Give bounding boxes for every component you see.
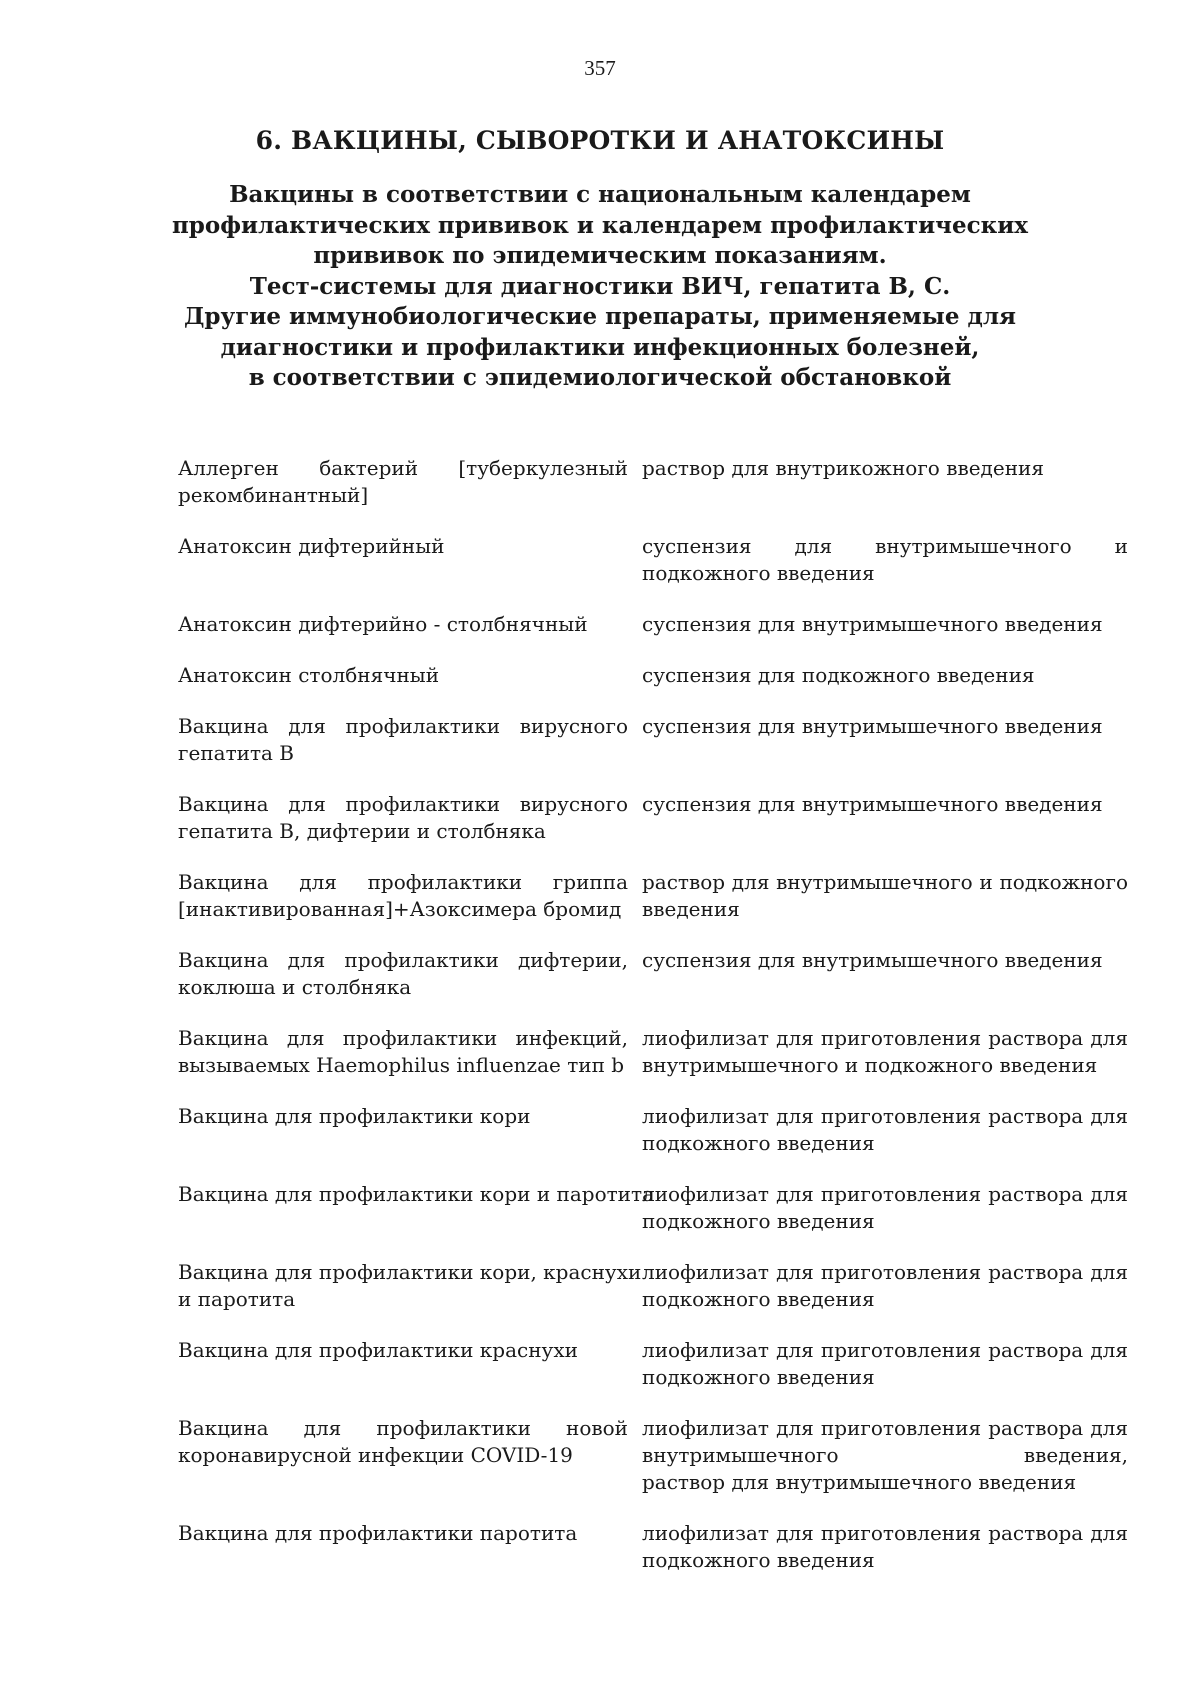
dosage-form-line: лиофилизат для приготовления раствора для [642, 1338, 1128, 1362]
drug-name-line: гепатита В, дифтерии и столбняка [178, 819, 546, 843]
list-item [178, 662, 1128, 689]
drug-name [178, 869, 640, 923]
drug-name-line: Вакцина для профилактики кори и паротита [178, 1182, 654, 1206]
list-item [178, 869, 1128, 923]
drug-name-line: Анатоксин столбнячный [178, 663, 440, 687]
drug-name-line: Вакцина для профилактики вирусного [178, 792, 628, 816]
dosage-form [640, 455, 1128, 482]
dosage-form-line: раствор для внутримышечного и подкожного [642, 870, 1128, 894]
list-item [178, 1520, 1128, 1574]
drug-name-line: Аллерген бактерий [туберкулезный [178, 456, 628, 480]
dosage-form-line: лиофилизат для приготовления раствора для [642, 1521, 1128, 1545]
subtitle-line: Тест-системы для диагностики ВИЧ, гепатита В, С. [249, 272, 951, 300]
dosage-form [640, 713, 1128, 740]
dosage-form-line: подкожного введения [642, 1209, 875, 1233]
drug-name-line: гепатита В [178, 741, 295, 765]
dosage-form-line: подкожного введения [642, 1287, 875, 1311]
drug-name-line: Вакцина для профилактики кори [178, 1104, 531, 1128]
drug-name-line: [инактивированная]+Азоксимера бромид [178, 897, 622, 921]
dosage-form [640, 791, 1128, 818]
drug-list [178, 455, 1128, 1598]
drug-name-line: Вакцина для профилактики дифтерии, [178, 948, 628, 972]
dosage-form-line: лиофилизат для приготовления раствора для [642, 1104, 1128, 1128]
drug-name [178, 1259, 640, 1313]
dosage-form [640, 1337, 1128, 1391]
drug-name-line: коронавирусной инфекции COVID-19 [178, 1443, 573, 1467]
drug-name [178, 1025, 640, 1079]
dosage-form-line: суспензия для внутримышечного введения [642, 612, 1103, 636]
dosage-form [640, 869, 1128, 923]
drug-name-line: Анатоксин дифтерийно - столбнячный [178, 612, 588, 636]
dosage-form-line: суспензия для внутримышечного введения [642, 948, 1103, 972]
list-item [178, 713, 1128, 767]
drug-name [178, 662, 640, 689]
list-item [178, 1103, 1128, 1157]
drug-name-line: Вакцина для профилактики гриппа [178, 870, 628, 894]
list-item [178, 1259, 1128, 1313]
drug-name-line: Вакцина для профилактики новой [178, 1416, 628, 1440]
drug-name [178, 791, 640, 845]
dosage-form [640, 947, 1128, 974]
list-item [178, 1181, 1128, 1235]
drug-name-line: и паротита [178, 1287, 296, 1311]
drug-name [178, 1337, 640, 1364]
dosage-form-line: подкожного введения [642, 1131, 875, 1155]
dosage-form-line: суспензия для внутримышечного введения [642, 714, 1103, 738]
list-item [178, 947, 1128, 1001]
dosage-form-line: подкожного введения [642, 1365, 875, 1389]
dosage-form [640, 611, 1128, 638]
drug-name [178, 713, 640, 767]
drug-name-line: Вакцина для профилактики вирусного [178, 714, 628, 738]
drug-name-line: Вакцина для профилактики инфекций, [178, 1026, 628, 1050]
dosage-form [640, 1415, 1128, 1496]
list-item [178, 533, 1128, 587]
subtitle-line: в соответствии с эпидемиологической обстановкой [248, 364, 952, 391]
dosage-form [640, 1025, 1128, 1079]
dosage-form [640, 1259, 1128, 1313]
drug-name [178, 1415, 640, 1469]
drug-name [178, 611, 640, 638]
drug-name-line: Анатоксин дифтерийный [178, 534, 445, 558]
subtitle-line: Другие иммунобиологические препараты, применяемые для [183, 303, 1017, 330]
section-subtitle [100, 180, 1100, 394]
page-number: 357 [584, 56, 616, 80]
drug-name [178, 455, 640, 509]
drug-name-line: вызываемых Haemophilus influenzae тип b [178, 1053, 625, 1077]
drug-name-line: Вакцина для профилактики паротита [178, 1521, 578, 1545]
drug-name [178, 1181, 654, 1208]
dosage-form-line: лиофилизат для приготовления раствора для [642, 1182, 1128, 1206]
subtitle-line: Вакцины в соответствии с национальным календарем [229, 181, 971, 208]
list-item [178, 1025, 1128, 1079]
dosage-form-line: суспензия для внутримышечного введения [642, 792, 1103, 816]
subtitle-line: диагностики и профилактики инфекционных болезней, [220, 333, 980, 361]
list-item [178, 611, 1128, 638]
dosage-form-line: подкожного введения [642, 561, 875, 585]
dosage-form-line: раствор для внутримышечного введения [642, 1470, 1077, 1494]
chapter-title: 6. ВАКЦИНЫ, СЫВОРОТКИ И АНАТОКСИНЫ [255, 126, 945, 155]
drug-name-line: Вакцина для профилактики краснухи [178, 1338, 578, 1362]
dosage-form-line: подкожного введения [642, 1548, 875, 1572]
dosage-form-line: лиофилизат для приготовления раствора для [642, 1260, 1128, 1284]
drug-name-line: рекомбинантный] [178, 483, 369, 507]
subtitle-line: прививок по эпидемическим показаниям. [313, 242, 887, 269]
dosage-form-line: суспензия для внутримышечного и [642, 534, 1128, 558]
drug-name-line: Вакцина для профилактики кори, краснухи [178, 1260, 642, 1284]
dosage-form-line: введения [642, 897, 740, 921]
drug-name-line: коклюша и столбняка [178, 975, 412, 999]
dosage-form [640, 1181, 1128, 1235]
list-item [178, 455, 1128, 509]
dosage-form-line: внутримышечного и подкожного введения [642, 1053, 1098, 1077]
drug-name [178, 533, 640, 560]
dosage-form-line: суспензия для подкожного введения [642, 663, 1035, 687]
dosage-form [640, 533, 1128, 587]
list-item [178, 1415, 1128, 1496]
list-item [178, 1337, 1128, 1391]
dosage-form [640, 662, 1128, 689]
dosage-form-line: внутримышечного введения, [642, 1443, 1128, 1467]
dosage-form-line: раствор для внутрикожного введения [642, 456, 1044, 480]
dosage-form [640, 1520, 1128, 1574]
drug-name [178, 947, 640, 1001]
list-item [178, 791, 1128, 845]
drug-name [178, 1103, 640, 1130]
dosage-form-line: лиофилизат для приготовления раствора для [642, 1416, 1128, 1440]
subtitle-line: профилактических прививок и календарем профилактических [171, 211, 1029, 239]
drug-name [178, 1520, 640, 1547]
dosage-form-line: лиофилизат для приготовления раствора для [642, 1026, 1128, 1050]
dosage-form [640, 1103, 1128, 1157]
